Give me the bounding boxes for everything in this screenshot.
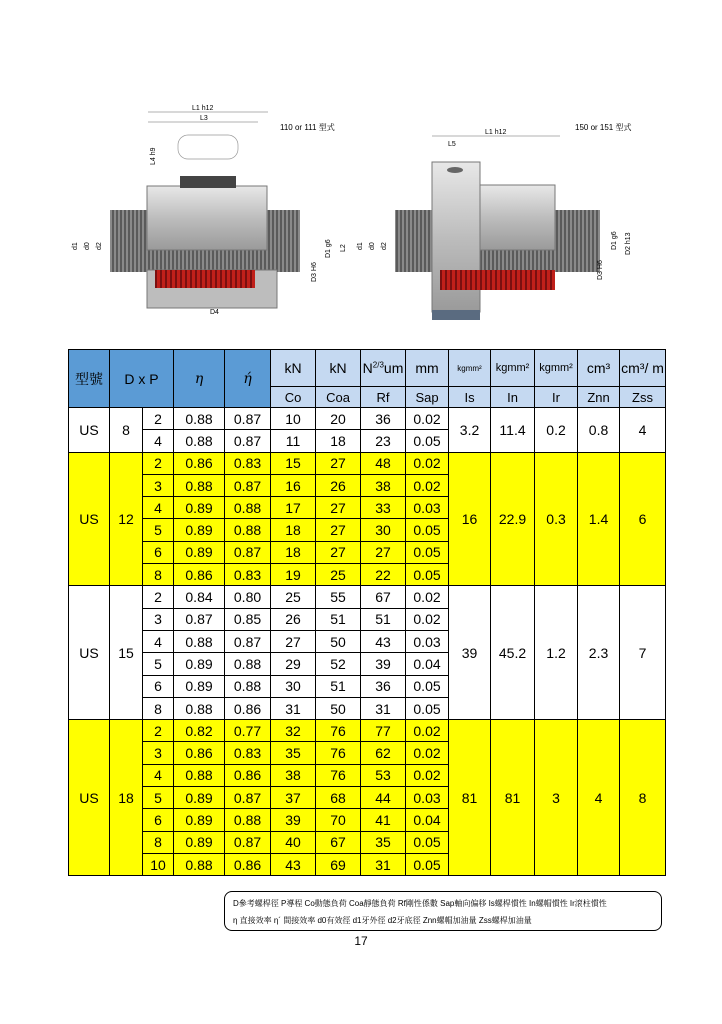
cell-coa: 69 [316,853,361,875]
unit-sap: mm [406,350,449,387]
cell-eta-prime: 0.86 [225,853,271,875]
dim-d0-right: d0 [369,242,376,250]
cell-ir: 0.3 [535,452,578,586]
cell-eta: 0.87 [174,608,225,630]
table-row [69,586,666,608]
cell-coa: 70 [316,809,361,831]
cell-co: 38 [271,764,316,786]
unit-in: kgmm² [491,350,535,387]
unit-rf: $N^{2/3}um$ [361,350,406,387]
cell-rf: 43 [361,630,406,652]
cell-znn: 0.8 [578,408,620,453]
cell-co: 30 [271,675,316,697]
dim-big-d1-left: D1 g6 [325,239,332,258]
cell-eta: 0.89 [174,809,225,831]
cell-in: 11.4 [491,408,535,453]
cell-sap: 0.05 [406,831,449,853]
cell-in: 81 [491,720,535,876]
cell-sap: 0.05 [406,675,449,697]
cell-eta-prime: 0.88 [225,497,271,519]
cell-eta-prime: 0.88 [225,809,271,831]
cell-coa: 68 [316,787,361,809]
cell-d: 8 [110,408,143,453]
cell-eta-prime: 0.83 [225,564,271,586]
cell-in: 22.9 [491,452,535,586]
cell-coa: 50 [316,630,361,652]
cell-p: 8 [143,697,174,719]
cell-sap: 0.05 [406,541,449,563]
cell-coa: 27 [316,541,361,563]
col-in: In [491,387,535,408]
col-coa: Coa [316,387,361,408]
technical-drawing [60,100,660,330]
cell-sap: 0.05 [406,519,449,541]
cell-p: 8 [143,831,174,853]
cell-coa: 27 [316,497,361,519]
cell-eta: 0.84 [174,586,225,608]
cell-rf: 30 [361,519,406,541]
header-eta: η [174,350,225,408]
right-caption: 150 or 151 型式 [575,123,632,132]
cell-co: 18 [271,541,316,563]
cell-eta: 0.88 [174,630,225,652]
dim-l1-left: L1 h12 [192,105,214,112]
cell-coa: 76 [316,742,361,764]
cell-co: 39 [271,809,316,831]
cell-model: US [69,720,110,876]
cell-p: 4 [143,630,174,652]
cell-eta: 0.88 [174,430,225,452]
dim-big-d1-right: D1 g6 [611,231,618,250]
cell-co: 27 [271,630,316,652]
cell-p: 5 [143,787,174,809]
dim-l1-right: L1 h12 [485,129,507,136]
dim-d2-left: d2 [96,242,103,250]
cell-rf: 38 [361,474,406,496]
left-view [72,105,347,316]
cell-sap: 0.02 [406,608,449,630]
cell-rf: 48 [361,452,406,474]
header-model: 型號 [69,350,110,408]
legend-line-2: η 直接效率 η´ 間接效率 d0有效徑 d1牙外徑 d2牙底徑 Znn螺帽加油量 Zss螺桿加油量 [233,916,532,925]
cell-eta: 0.86 [174,564,225,586]
cell-is: 81 [449,720,491,876]
cell-rf: 35 [361,831,406,853]
cell-eta: 0.89 [174,653,225,675]
cell-co: 16 [271,474,316,496]
cell-eta: 0.89 [174,519,225,541]
cell-eta-prime: 0.88 [225,675,271,697]
col-co: Co [271,387,316,408]
cell-eta-prime: 0.87 [225,630,271,652]
cell-p: 4 [143,497,174,519]
cell-d: 15 [110,586,143,720]
cell-co: 10 [271,408,316,430]
cell-model: US [69,408,110,453]
cell-rf: 33 [361,497,406,519]
cell-eta-prime: 0.77 [225,720,271,742]
cell-co: 11 [271,430,316,452]
dim-l3: L3 [200,115,208,122]
cell-eta: 0.89 [174,675,225,697]
cell-eta: 0.89 [174,831,225,853]
col-is: Is [449,387,491,408]
col-znn: Znn [578,387,620,408]
cell-co: 15 [271,452,316,474]
cell-eta-prime: 0.88 [225,653,271,675]
cell-coa: 25 [316,564,361,586]
cell-co: 32 [271,720,316,742]
cell-p: 2 [143,720,174,742]
cell-eta: 0.89 [174,541,225,563]
cell-p: 3 [143,608,174,630]
cell-ir: 3 [535,720,578,876]
cell-coa: 26 [316,474,361,496]
cell-coa: 50 [316,697,361,719]
cell-p: 6 [143,675,174,697]
cell-sap: 0.02 [406,408,449,430]
col-ir: Ir [535,387,578,408]
dim-d3-left: D3 H6 [311,262,318,282]
cell-zss: 8 [620,720,666,876]
cell-co: 25 [271,586,316,608]
cell-p: 6 [143,541,174,563]
cell-co: 43 [271,853,316,875]
cell-sap: 0.02 [406,586,449,608]
cell-eta: 0.82 [174,720,225,742]
cell-rf: 31 [361,853,406,875]
unit-ir: kgmm² [535,350,578,387]
dim-l2: L2 [340,244,347,252]
cell-eta: 0.86 [174,742,225,764]
cell-eta-prime: 0.83 [225,452,271,474]
cell-p: 4 [143,764,174,786]
header-dxp: D x P [110,350,174,408]
spec-table [68,349,666,876]
cell-eta-prime: 0.86 [225,697,271,719]
cell-sap: 0.02 [406,764,449,786]
cell-sap: 0.02 [406,742,449,764]
cell-coa: 76 [316,720,361,742]
cell-rf: 36 [361,408,406,430]
cell-rf: 23 [361,430,406,452]
dim-d1-left: d1 [72,242,79,250]
cell-coa: 55 [316,586,361,608]
cell-eta-prime: 0.87 [225,541,271,563]
cell-co: 17 [271,497,316,519]
cell-p: 10 [143,853,174,875]
cell-coa: 52 [316,653,361,675]
cell-rf: 39 [361,653,406,675]
cell-p: 3 [143,474,174,496]
cell-ir: 0.2 [535,408,578,453]
cell-p: 2 [143,586,174,608]
cell-rf: 51 [361,608,406,630]
col-zss: Zss [620,387,666,408]
cell-sap: 0.04 [406,809,449,831]
cell-rf: 67 [361,586,406,608]
cell-is: 16 [449,452,491,586]
left-caption: 110 or 111 型式 [280,123,335,132]
cell-eta-prime: 0.87 [225,831,271,853]
cell-eta-prime: 0.87 [225,430,271,452]
cell-is: 3.2 [449,408,491,453]
cell-coa: 67 [316,831,361,853]
cell-coa: 27 [316,519,361,541]
cell-coa: 51 [316,675,361,697]
cell-co: 35 [271,742,316,764]
cell-sap: 0.02 [406,452,449,474]
unit-coa: kN [316,350,361,387]
cell-p: 2 [143,452,174,474]
cell-eta-prime: 0.85 [225,608,271,630]
cell-znn: 2.3 [578,586,620,720]
dim-d0-left: d0 [84,242,91,250]
cell-eta-prime: 0.80 [225,586,271,608]
cell-coa: 27 [316,452,361,474]
cell-co: 19 [271,564,316,586]
cell-rf: 41 [361,809,406,831]
cell-co: 26 [271,608,316,630]
cell-sap: 0.05 [406,697,449,719]
cell-zss: 4 [620,408,666,453]
cell-zss: 6 [620,452,666,586]
cell-sap: 0.04 [406,653,449,675]
cell-eta: 0.88 [174,764,225,786]
dim-l5: L5 [448,141,456,148]
cell-model: US [69,586,110,720]
table-row [69,452,666,474]
cell-is: 39 [449,586,491,720]
cell-ir: 1.2 [535,586,578,720]
table-row [69,720,666,742]
cell-eta: 0.86 [174,452,225,474]
cell-eta-prime: 0.86 [225,764,271,786]
cell-rf: 53 [361,764,406,786]
cell-sap: 0.02 [406,720,449,742]
cell-co: 31 [271,697,316,719]
cell-rf: 77 [361,720,406,742]
legend-box [224,891,662,931]
cell-rf: 27 [361,541,406,563]
cell-eta-prime: 0.87 [225,408,271,430]
cell-eta: 0.89 [174,787,225,809]
cell-co: 40 [271,831,316,853]
cell-d: 12 [110,452,143,586]
cell-in: 45.2 [491,586,535,720]
cell-p: 2 [143,408,174,430]
dim-d3-right: D3 H6 [597,260,604,280]
col-rf: Rf [361,387,406,408]
unit-znn: cm³ [578,350,620,387]
cell-sap: 0.05 [406,564,449,586]
table-row [69,408,666,430]
cell-zss: 7 [620,586,666,720]
cell-sap: 0.03 [406,787,449,809]
cell-coa: 20 [316,408,361,430]
cell-eta: 0.88 [174,408,225,430]
cell-eta-prime: 0.88 [225,519,271,541]
cell-sap: 0.03 [406,630,449,652]
cell-rf: 44 [361,787,406,809]
cell-sap: 0.05 [406,430,449,452]
cell-p: 6 [143,809,174,831]
cell-rf: 36 [361,675,406,697]
cell-rf: 62 [361,742,406,764]
cell-p: 4 [143,430,174,452]
cell-eta: 0.88 [174,853,225,875]
cell-znn: 1.4 [578,452,620,586]
dim-l4: L4 h9 [150,147,157,165]
cell-p: 5 [143,653,174,675]
cell-rf: 22 [361,564,406,586]
legend-line-1: D參考螺桿徑 P導程 Co動態負荷 Coa靜態負荷 Rf剛性係數 Sap軸向偏移 Is螺桿慣性 In螺帽慣性 Ir滾柱慣性 [233,899,607,908]
cell-model: US [69,452,110,586]
cell-p: 8 [143,564,174,586]
cell-co: 18 [271,519,316,541]
cell-eta-prime: 0.83 [225,742,271,764]
cell-rf: 31 [361,697,406,719]
right-view [357,122,632,320]
dim-d4: D4 [210,309,219,316]
cell-d: 18 [110,720,143,876]
cell-eta: 0.89 [174,497,225,519]
cell-sap: 0.03 [406,497,449,519]
cell-sap: 0.02 [406,474,449,496]
cell-p: 3 [143,742,174,764]
unit-is: kgmm² [449,350,491,387]
cell-eta-prime: 0.87 [225,787,271,809]
header-eta-prime: ή [225,350,271,408]
cell-co: 37 [271,787,316,809]
unit-zss: cm³/ m [620,350,666,387]
cell-eta-prime: 0.87 [225,474,271,496]
dim-d1-right: d1 [357,242,364,250]
cell-eta: 0.88 [174,474,225,496]
cell-coa: 51 [316,608,361,630]
cell-eta: 0.88 [174,697,225,719]
dim-d2-right: d2 [381,242,388,250]
cell-coa: 18 [316,430,361,452]
cell-coa: 76 [316,764,361,786]
cell-p: 5 [143,519,174,541]
col-sap: Sap [406,387,449,408]
page-number: 17 [354,934,368,948]
unit-co: kN [271,350,316,387]
cell-sap: 0.05 [406,853,449,875]
cell-co: 29 [271,653,316,675]
dim-big-d2-right: D2 h13 [625,232,632,255]
cell-znn: 4 [578,720,620,876]
